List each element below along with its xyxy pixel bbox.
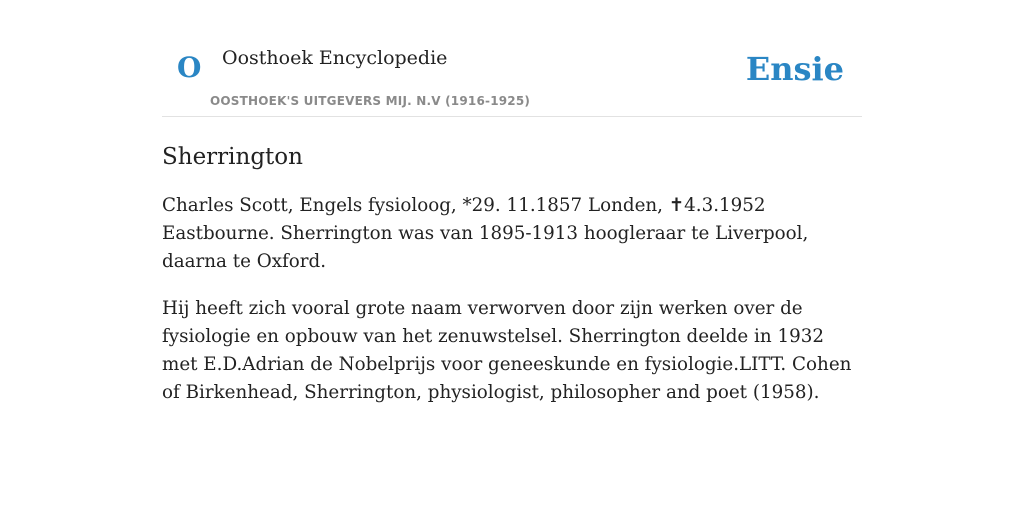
brand-logo[interactable]: Ensie (745, 50, 844, 88)
publisher-label: OOSTHOEK'S UITGEVERS MIJ. N.V (1916-1925) (210, 94, 531, 108)
entry-paragraph-2: Hij heeft zich vooral grote naam verworven door zijn werken over de fysiologie en opbouw van het zenuwstelsel. Sherrington deelde in 1932 met E.D.Adrian de Nobelprijs voor geneeskunde en fysiologie.LITT. Cohen of Birkenhead, Sherrington, physiologist, philosopher and poet (1958). (162, 298, 852, 403)
page-header (162, 0, 862, 117)
entry-content (162, 141, 862, 407)
page-container (162, 0, 862, 407)
publication-title[interactable]: Oosthoek Encyclopedie (222, 47, 448, 69)
publication-logo[interactable]: O (177, 51, 202, 84)
entry-paragraph-1: Charles Scott, Engels fysioloog, *29. 11.1857 Londen, ✝4.3.1952 Eastbourne. Sherrington was van 1895-1913 hoogleraar te Liverpool, daarna te Oxford. (162, 195, 809, 272)
entry-title: Sherrington (162, 144, 303, 170)
